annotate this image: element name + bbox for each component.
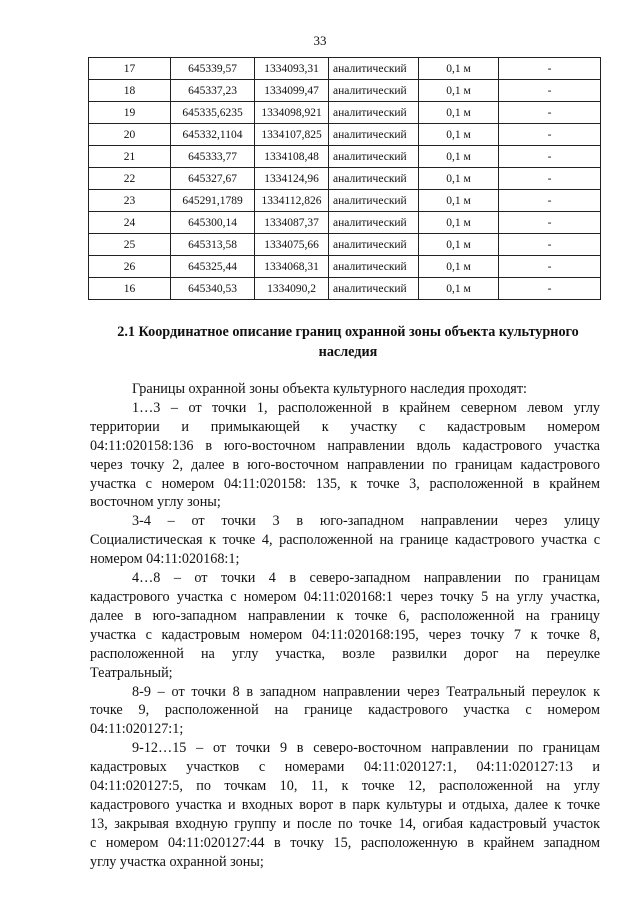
text-line: 04:11:020158:136 в юго-восточном направлении вдоль кадастрового участка [90,437,600,454]
paragraph [90,739,600,871]
cell-point-number: 22 [89,168,171,190]
cell-y-coordinate: 1334075,66 [255,234,329,256]
cell-accuracy: 0,1 м [419,102,499,124]
cell-accuracy: 0,1 м [419,80,499,102]
cell-note: - [499,58,601,80]
coordinates-table-body [89,58,601,300]
cell-method: аналитический [329,212,419,234]
table-row [89,278,601,300]
cell-point-number: 26 [89,256,171,278]
cell-x-coordinate: 645291,1789 [171,190,255,212]
cell-method: аналитический [329,102,419,124]
cell-point-number: 19 [89,102,171,124]
cell-y-coordinate: 1334098,921 [255,102,329,124]
cell-note: - [499,168,601,190]
cell-note: - [499,102,601,124]
cell-x-coordinate: 645300,14 [171,212,255,234]
body-text [90,380,600,872]
cell-y-coordinate: 1334087,37 [255,212,329,234]
text-line: далее в юго-западном направлении к точке 6, расположенной на границу [90,607,600,624]
text-line: Театральный; [90,664,173,681]
cell-y-coordinate: 1334090,2 [255,278,329,300]
cell-note: - [499,146,601,168]
cell-method: аналитический [329,80,419,102]
cell-accuracy: 0,1 м [419,146,499,168]
cell-accuracy: 0,1 м [419,190,499,212]
page-number: 33 [313,33,327,48]
text-line: территории и примыкающей к участку с кадастровым номером [90,418,600,435]
text-line: через точку 2, далее в юго-восточном направлении по границам кадастрового [90,456,600,473]
section-heading-line-1: 2.1 Координатное описание границ охранной зоны объекта культурного [117,324,579,340]
paragraph [90,683,600,740]
text-line: кадастрового участка с номером 04:11:020168:1 через точку 5 на углу участка, [90,588,600,605]
text-line: 04:11:020127:5, по точкам 10, 11, к точке 12, расположенной на углу [90,778,600,795]
table-row [89,146,601,168]
cell-x-coordinate: 645332,1104 [171,124,255,146]
cell-accuracy: 0,1 м [419,212,499,234]
paragraph [90,512,600,569]
section-heading [96,322,600,362]
coordinates-table [88,57,601,300]
cell-accuracy: 0,1 м [419,278,499,300]
cell-accuracy: 0,1 м [419,168,499,190]
text-line: точке 9, расположенной на границе кадастрового участка с номером [90,702,600,719]
text-line: расположенной на углу участка, возле развилки дорог на переулке [90,645,600,662]
cell-method: аналитический [329,278,419,300]
table-row [89,102,601,124]
cell-note: - [499,278,601,300]
cell-x-coordinate: 645313,58 [171,234,255,256]
cell-method: аналитический [329,168,419,190]
table-row [89,190,601,212]
text-line: с номером 04:11:020127:44 в точку 15, расположенную в крайнем западном [90,834,600,851]
table-row [89,168,601,190]
text-line: 04:11:020127:1; [90,721,184,738]
cell-note: - [499,234,601,256]
paragraph [90,399,600,512]
cell-point-number: 25 [89,234,171,256]
cell-method: аналитический [329,58,419,80]
table-row [89,256,601,278]
text-line: Границы охранной зоны объекта культурного наследия проходят: [132,381,527,397]
cell-x-coordinate: 645327,67 [171,168,255,190]
cell-point-number: 23 [89,190,171,212]
cell-y-coordinate: 1334099,47 [255,80,329,102]
table-row [89,234,601,256]
cell-note: - [499,124,601,146]
text-line: 9-12…15 – от точки 9 в северо-восточном направлении по границам [132,740,600,757]
cell-point-number: 21 [89,146,171,168]
cell-accuracy: 0,1 м [419,256,499,278]
cell-x-coordinate: 645335,6235 [171,102,255,124]
cell-accuracy: 0,1 м [419,58,499,80]
cell-y-coordinate: 1334068,31 [255,256,329,278]
cell-y-coordinate: 1334107,825 [255,124,329,146]
cell-x-coordinate: 645339,57 [171,58,255,80]
cell-point-number: 18 [89,80,171,102]
cell-point-number: 24 [89,212,171,234]
cell-x-coordinate: 645325,44 [171,256,255,278]
text-line: участка с кадастровым номером 04:11:020168:195, через точку 7 к точке 8, [90,626,600,643]
cell-accuracy: 0,1 м [419,234,499,256]
cell-y-coordinate: 1334112,826 [255,190,329,212]
text-line: кадастрового участка и входных ворот в парк культуры и отдыха, далее к точке [90,796,600,813]
cell-y-coordinate: 1334124,96 [255,168,329,190]
table-row [89,80,601,102]
cell-x-coordinate: 645340,53 [171,278,255,300]
text-line: углу участка охранной зоны; [90,853,264,870]
cell-point-number: 16 [89,278,171,300]
cell-point-number: 20 [89,124,171,146]
cell-accuracy: 0,1 м [419,124,499,146]
text-line: 3-4 – от точки 3 в юго-западном направлении через улицу [132,513,600,530]
cell-x-coordinate: 645337,23 [171,80,255,102]
cell-point-number: 17 [89,58,171,80]
cell-y-coordinate: 1334093,31 [255,58,329,80]
text-line: 13, закрывая входную группу и после по точке 14, огибая кадастровый участок [90,815,600,832]
text-line: 1…3 – от точки 1, расположенной в крайнем северном левом углу [132,399,600,416]
cell-note: - [499,256,601,278]
text-line: восточном углу зоны; [90,494,221,511]
table-row [89,212,601,234]
text-line: участка с номером 04:11:020158: 135, к точке 3, расположенной в крайнем [90,475,600,492]
cell-note: - [499,190,601,212]
text-line: 4…8 – от точки 4 в северо-западном направлении по границам [132,570,600,587]
cell-x-coordinate: 645333,77 [171,146,255,168]
table-row [89,124,601,146]
cell-y-coordinate: 1334108,48 [255,146,329,168]
cell-method: аналитический [329,256,419,278]
text-line: номером 04:11:020168:1; [90,551,240,568]
section-heading-line-2: наследия [318,344,378,360]
paragraph [90,380,600,399]
cell-method: аналитический [329,234,419,256]
text-line: Социалистическая к точке 4, расположенной на границе кадастрового участка с [90,532,600,549]
cell-note: - [499,212,601,234]
table-row [89,58,601,80]
text-line: 8-9 – от точки 8 в западном направлении через Театральный переулок к [132,683,600,700]
cell-note: - [499,80,601,102]
text-line: кадастровых участков с номерами 04:11:020127:1, 04:11:020127:13 и [90,759,600,776]
paragraph [90,569,600,682]
cell-method: аналитический [329,190,419,212]
cell-method: аналитический [329,124,419,146]
cell-method: аналитический [329,146,419,168]
